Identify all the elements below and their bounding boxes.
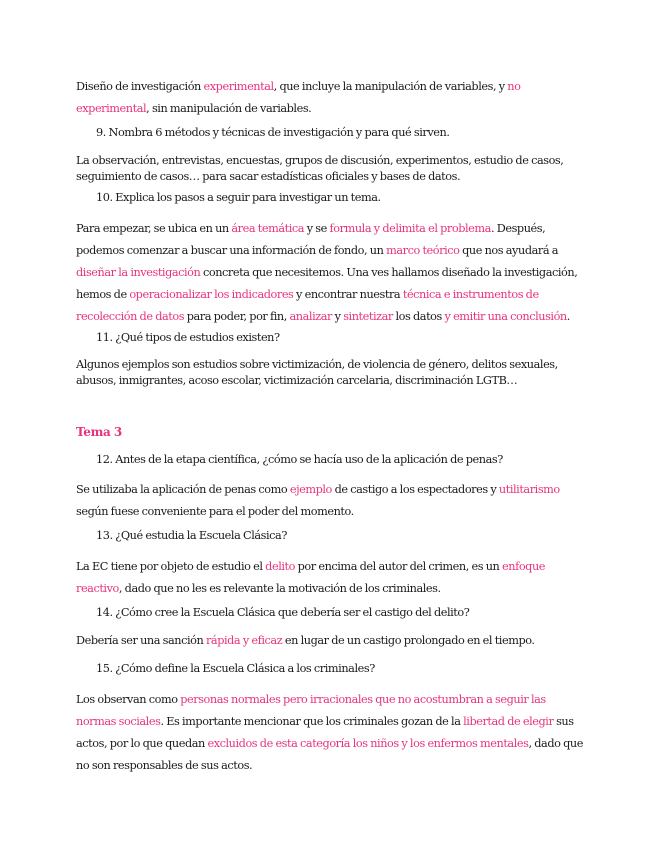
question-15 <box>96 661 596 677</box>
text-line: 12. Antes de la etapa científica, ¿cómo se hacía uso de la aplicación de penas? <box>96 453 503 466</box>
text-line: Los observan como personas normales pero irracionales que no acostumbran a seguir las <box>76 693 546 706</box>
text-line: seguimiento de casos… para sacar estadísticas oficiales y bases de datos. <box>76 170 461 183</box>
question-14 <box>96 605 596 621</box>
text-line: experimental, sin manipulación de variables. <box>76 102 312 115</box>
heading-text: Tema 3 <box>76 425 122 439</box>
text-line: podemos comenzar a buscar una información de fondo, un marco teórico que nos ayudará a <box>76 244 559 257</box>
question-10 <box>96 190 596 206</box>
text-line: hemos de operacionalizar los indicadores y encontrar nuestra técnica e instrumentos de <box>76 288 539 301</box>
text-line: Debería ser una sanción rápida y eficaz en lugar de un castigo prolongado en el tiempo. <box>76 634 535 647</box>
paragraph-answer-13 <box>76 556 576 600</box>
text-line: Algunos ejemplos son estudios sobre victimización, de violencia de género, delitos sexuales, <box>76 358 558 371</box>
paragraph-answer-14 <box>76 633 576 649</box>
paragraph-answer-9 <box>76 153 576 185</box>
text-line: recolección de datos para poder, por fin, analizar y sintetizar los datos y emitir una conclusión. <box>76 310 570 323</box>
text-line: abusos, inmigrantes, acoso escolar, victimización carcelaria, discriminación LGTB… <box>76 374 518 387</box>
text-line: 14. ¿Cómo cree la Escuela Clásica que debería ser el castigo del delito? <box>96 606 470 619</box>
text-line: según fuese conveniente para el poder del momento. <box>76 505 354 518</box>
text-line: La observación, entrevistas, encuestas, grupos de discusión, experimentos, estudio de casos, <box>76 154 564 167</box>
text-line: reactivo, dado que no les es relevante la motivación de los criminales. <box>76 582 441 595</box>
text-line: 9. Nombra 6 métodos y técnicas de investigación y para qué sirven. <box>96 126 450 139</box>
question-12 <box>96 452 596 468</box>
text-line: 15. ¿Cómo define la Escuela Clásica a los criminales? <box>96 662 375 675</box>
paragraph-answer-10 <box>76 218 576 328</box>
question-9 <box>96 125 596 141</box>
paragraph-answer-15 <box>76 689 583 777</box>
text-line: normas sociales. Es importante mencionar que los criminales gozan de la libertad de elegir sus <box>76 715 574 728</box>
text-line: Se utilizaba la aplicación de penas como ejemplo de castigo a los espectadores y utilitarismo <box>76 483 560 496</box>
paragraph-answer-12 <box>76 479 576 523</box>
section-heading <box>76 424 576 440</box>
text-line: 10. Explica los pasos a seguir para investigar un tema. <box>96 191 381 204</box>
text-line: no son responsables de sus actos. <box>76 759 253 772</box>
question-13 <box>96 528 596 544</box>
text-line: 11. ¿Qué tipos de estudios existen? <box>96 331 280 344</box>
text-line: actos, por lo que quedan excluidos de esta categoría los niños y los enfermos mentales, dado que <box>76 737 583 750</box>
text-line: Diseño de investigación experimental, que incluye la manipulación de variables, y no <box>76 80 521 93</box>
paragraph-design-types <box>76 76 576 120</box>
text-line: Para empezar, se ubica en un área temática y se formula y delimita el problema. Después, <box>76 222 546 235</box>
question-11 <box>96 330 596 346</box>
text-line: 13. ¿Qué estudia la Escuela Clásica? <box>96 529 287 542</box>
text-line: La EC tiene por objeto de estudio el delito por encima del autor del crimen, es un enfoque <box>76 560 546 573</box>
paragraph-answer-11 <box>76 357 576 389</box>
text-line: diseñar la investigación concreta que necesitemos. Una ves hallamos diseñado la investigación, <box>76 266 578 279</box>
